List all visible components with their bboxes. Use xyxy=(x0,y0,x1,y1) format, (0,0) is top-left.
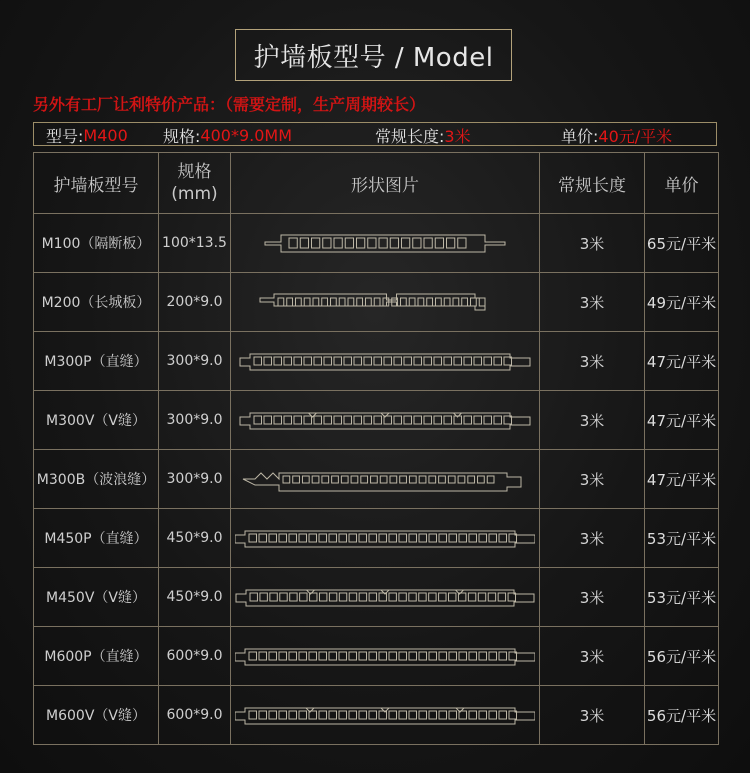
shape-cell xyxy=(231,450,540,509)
price-cell: 56元/平米 xyxy=(645,686,719,745)
table-header-row xyxy=(34,153,719,214)
partition-profile-image xyxy=(235,230,535,256)
price-cell: 49元/平米 xyxy=(645,273,719,332)
table-row xyxy=(34,627,719,686)
price-cell: 47元/平米 xyxy=(645,332,719,391)
spec-cell: 200*9.0 xyxy=(159,273,231,332)
header-price: 单价 xyxy=(645,153,719,214)
spec-cell: 300*9.0 xyxy=(159,391,231,450)
special-length-value: 3米 xyxy=(444,127,471,146)
v-seam-profile-image xyxy=(235,584,535,610)
special-spec-label: 规格: xyxy=(163,127,201,146)
model-cell: M300B（波浪缝） xyxy=(34,450,159,509)
header-spec-line2: (mm) xyxy=(171,184,218,204)
spec-cell: 100*13.5 xyxy=(159,214,231,273)
table-row xyxy=(34,450,719,509)
special-price-value: 40元/平米 xyxy=(598,127,673,146)
special-spec xyxy=(163,124,292,147)
shape-cell xyxy=(231,332,540,391)
model-cell: M600P（直缝） xyxy=(34,627,159,686)
length-cell: 3米 xyxy=(540,450,645,509)
table-row xyxy=(34,332,719,391)
model-cell: M450V（V缝） xyxy=(34,568,159,627)
length-cell: 3米 xyxy=(540,627,645,686)
header-model: 护墙板型号 xyxy=(34,153,159,214)
length-cell: 3米 xyxy=(540,273,645,332)
model-cell: M100（隔断板） xyxy=(34,214,159,273)
model-cell: M450P（直缝） xyxy=(34,509,159,568)
price-cell: 53元/平米 xyxy=(645,509,719,568)
length-cell: 3米 xyxy=(540,332,645,391)
page-title: 护墙板型号 / Model xyxy=(235,29,512,81)
wave-seam-profile-image xyxy=(235,466,535,492)
v-seam-profile-image xyxy=(235,702,535,728)
special-price-label: 单价: xyxy=(561,127,599,146)
model-table xyxy=(33,152,719,745)
model-cell: M200（长城板） xyxy=(34,273,159,332)
straight-seam-profile-image xyxy=(235,643,535,669)
price-cell: 53元/平米 xyxy=(645,568,719,627)
model-cell: M600V（V缝） xyxy=(34,686,159,745)
special-model-value: M400 xyxy=(83,126,128,145)
special-length-label: 常规长度: xyxy=(375,127,445,146)
v-seam-profile-image xyxy=(235,407,535,433)
spec-cell: 450*9.0 xyxy=(159,568,231,627)
straight-seam-profile-image xyxy=(235,525,535,551)
table-row xyxy=(34,214,719,273)
header-spec-line1: 规格 xyxy=(177,162,212,182)
header-spec xyxy=(159,153,231,214)
spec-cell: 300*9.0 xyxy=(159,450,231,509)
shape-cell xyxy=(231,391,540,450)
special-offer-bar xyxy=(33,122,717,146)
shape-cell xyxy=(231,627,540,686)
shape-cell xyxy=(231,214,540,273)
header-length: 常规长度 xyxy=(540,153,645,214)
promo-notice: 另外有工厂让利特价产品：（需要定制，生产周期较长） xyxy=(33,95,426,114)
price-cell: 65元/平米 xyxy=(645,214,719,273)
great-wall-profile-image xyxy=(235,289,535,315)
special-length xyxy=(375,124,471,147)
shape-cell xyxy=(231,568,540,627)
spec-cell: 300*9.0 xyxy=(159,332,231,391)
model-cell: M300P（直缝） xyxy=(34,332,159,391)
shape-cell xyxy=(231,686,540,745)
table-row xyxy=(34,686,719,745)
shape-cell xyxy=(231,509,540,568)
special-model xyxy=(46,124,128,147)
spec-cell: 600*9.0 xyxy=(159,686,231,745)
special-model-label: 型号: xyxy=(46,127,84,146)
length-cell: 3米 xyxy=(540,214,645,273)
shape-cell xyxy=(231,273,540,332)
model-cell: M300V（V缝） xyxy=(34,391,159,450)
price-cell: 47元/平米 xyxy=(645,450,719,509)
length-cell: 3米 xyxy=(540,686,645,745)
length-cell: 3米 xyxy=(540,391,645,450)
table-row xyxy=(34,273,719,332)
special-spec-value: 400*9.0MM xyxy=(200,126,292,145)
table-row xyxy=(34,509,719,568)
straight-seam-profile-image xyxy=(235,348,535,374)
price-cell: 47元/平米 xyxy=(645,391,719,450)
length-cell: 3米 xyxy=(540,509,645,568)
table-row xyxy=(34,568,719,627)
special-price xyxy=(561,124,672,147)
spec-cell: 450*9.0 xyxy=(159,509,231,568)
price-cell: 56元/平米 xyxy=(645,627,719,686)
header-shape: 形状图片 xyxy=(231,153,540,214)
length-cell: 3米 xyxy=(540,568,645,627)
table-row xyxy=(34,391,719,450)
spec-cell: 600*9.0 xyxy=(159,627,231,686)
